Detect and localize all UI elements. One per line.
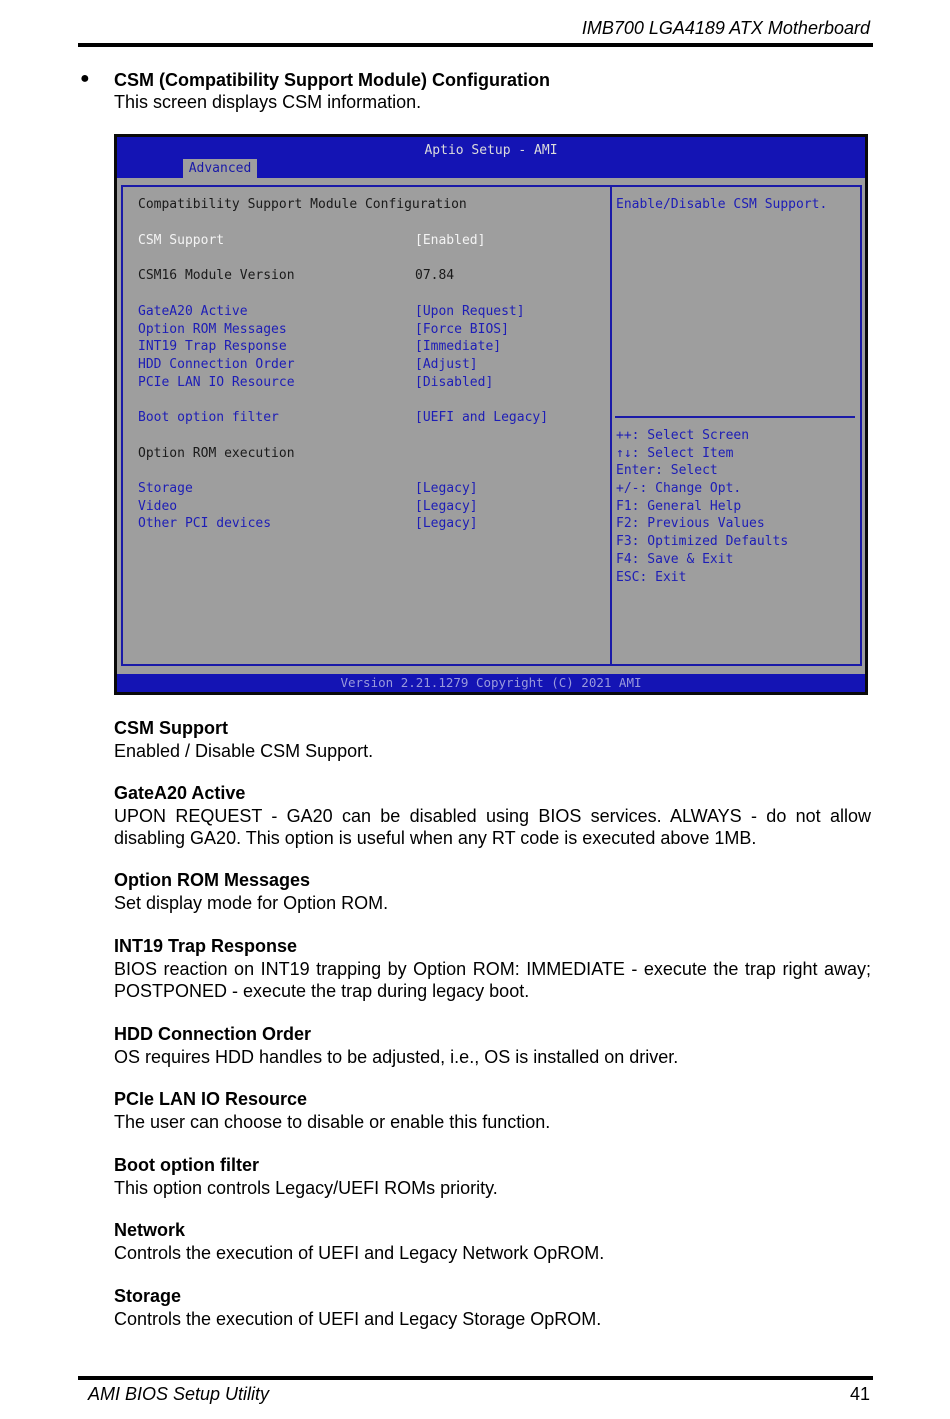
item-title: HDD Connection Order <box>114 1024 312 1044</box>
item-title: INT19 Trap Response <box>114 936 298 956</box>
setting-hdd-order-value[interactable]: [Adjust] <box>415 357 478 372</box>
item-title: PCIe LAN IO Resource <box>114 1089 308 1109</box>
setting-option-rom-messages-value[interactable]: [Force BIOS] <box>415 322 509 337</box>
setting-hdd-order-label[interactable]: HDD Connection Order <box>138 357 295 372</box>
setting-pcie-lan-label[interactable]: PCIe LAN IO Resource <box>138 375 295 390</box>
setting-gatea20-value[interactable]: [Upon Request] <box>415 304 525 319</box>
bios-panel-divider <box>610 185 612 666</box>
key-hint: Enter: Select <box>616 463 718 478</box>
bios-title-bar <box>117 137 865 178</box>
item-desc: OS requires HDD handles to be adjusted, i.e., OS is installed on driver. <box>114 1047 679 1067</box>
footer-title: AMI BIOS Setup Utility <box>88 1384 270 1404</box>
bios-screen <box>117 137 865 692</box>
item-desc: The user can choose to disable or enable this function. <box>114 1112 551 1132</box>
item-title: Storage <box>114 1286 182 1306</box>
key-hint: +/-: Change Opt. <box>616 481 742 496</box>
item-desc: BIOS reaction on INT19 trapping by Option ROM: IMMEDIATE - execute the trap right away; POSTPONED - execute the trap during legacy boot. <box>114 959 871 1001</box>
key-hint: ↑↓: Select Item <box>616 446 734 461</box>
bios-app-title: Aptio Setup - AMI <box>424 143 558 158</box>
csm16-version-value: 07.84 <box>415 268 455 283</box>
oprom-heading: Option ROM execution <box>138 446 295 461</box>
oprom-other-pci-label[interactable]: Other PCI devices <box>138 516 272 531</box>
bullet-icon: ● <box>80 70 90 87</box>
bios-page-heading: Compatibility Support Module Configuration <box>138 197 467 212</box>
setting-int19-label[interactable]: INT19 Trap Response <box>138 339 287 354</box>
bios-version-bar: Version 2.21.1279 Copyright (C) 2021 AMI <box>117 674 865 692</box>
oprom-storage-label[interactable]: Storage <box>138 481 193 496</box>
oprom-video-label[interactable]: Video <box>138 499 178 514</box>
bios-help-divider <box>615 416 855 418</box>
setting-gatea20-label[interactable]: GateA20 Active <box>138 304 248 319</box>
key-hint: F1: General Help <box>616 499 742 514</box>
boot-filter-label[interactable]: Boot option filter <box>138 410 279 425</box>
item-title: Network <box>114 1220 186 1240</box>
oprom-other-pci-value[interactable]: [Legacy] <box>415 516 478 531</box>
header-rule <box>78 43 873 47</box>
key-hint: ++: Select Screen <box>616 428 750 443</box>
bios-screenshot <box>114 134 868 695</box>
csm-support-value[interactable]: [Enabled] <box>415 233 486 248</box>
boot-filter-value[interactable]: [UEFI and Legacy] <box>415 410 549 425</box>
bios-help-text: Enable/Disable CSM Support. <box>616 197 828 212</box>
page-number: 41 <box>849 1384 870 1404</box>
key-hint: F2: Previous Values <box>616 516 765 531</box>
section-description: This screen displays CSM information. <box>114 92 422 112</box>
csm-support-label[interactable]: CSM Support <box>138 233 225 248</box>
csm16-version-label: CSM16 Module Version <box>138 268 295 283</box>
key-hint: F4: Save & Exit <box>616 552 734 567</box>
item-title: Option ROM Messages <box>114 870 311 890</box>
section-title: CSM (Compatibility Support Module) Configuration <box>114 70 550 90</box>
oprom-video-value[interactable]: [Legacy] <box>415 499 478 514</box>
key-hint: F3: Optimized Defaults <box>616 534 789 549</box>
oprom-storage-value[interactable]: [Legacy] <box>415 481 478 496</box>
tab-advanced[interactable]: Advanced <box>183 159 257 178</box>
setting-pcie-lan-value[interactable]: [Disabled] <box>415 375 494 390</box>
item-title: Boot option filter <box>114 1155 259 1175</box>
setting-option-rom-messages-label[interactable]: Option ROM Messages <box>138 322 287 337</box>
item-desc: Controls the execution of UEFI and Legacy Network OpROM. <box>114 1243 605 1263</box>
setting-int19-value[interactable]: [Immediate] <box>415 339 502 354</box>
item-desc: Controls the execution of UEFI and Legacy Storage OpROM. <box>114 1309 602 1329</box>
item-desc: UPON REQUEST - GA20 can be disabled using BIOS services. ALWAYS - do not allow disabling GA20. This option is useful when any RT code is executed above 1MB. <box>114 806 871 848</box>
item-desc: Enabled / Disable CSM Support. <box>114 741 374 761</box>
item-desc: Set display mode for Option ROM. <box>114 893 389 913</box>
page-header-title: IMB700 LGA4189 ATX Motherboard <box>581 18 870 38</box>
item-desc: This option controls Legacy/UEFI ROMs priority. <box>114 1178 498 1198</box>
footer-rule <box>78 1376 873 1380</box>
item-title: CSM Support <box>114 718 228 738</box>
item-title: GateA20 Active <box>114 783 246 803</box>
key-hint: ESC: Exit <box>616 570 687 585</box>
